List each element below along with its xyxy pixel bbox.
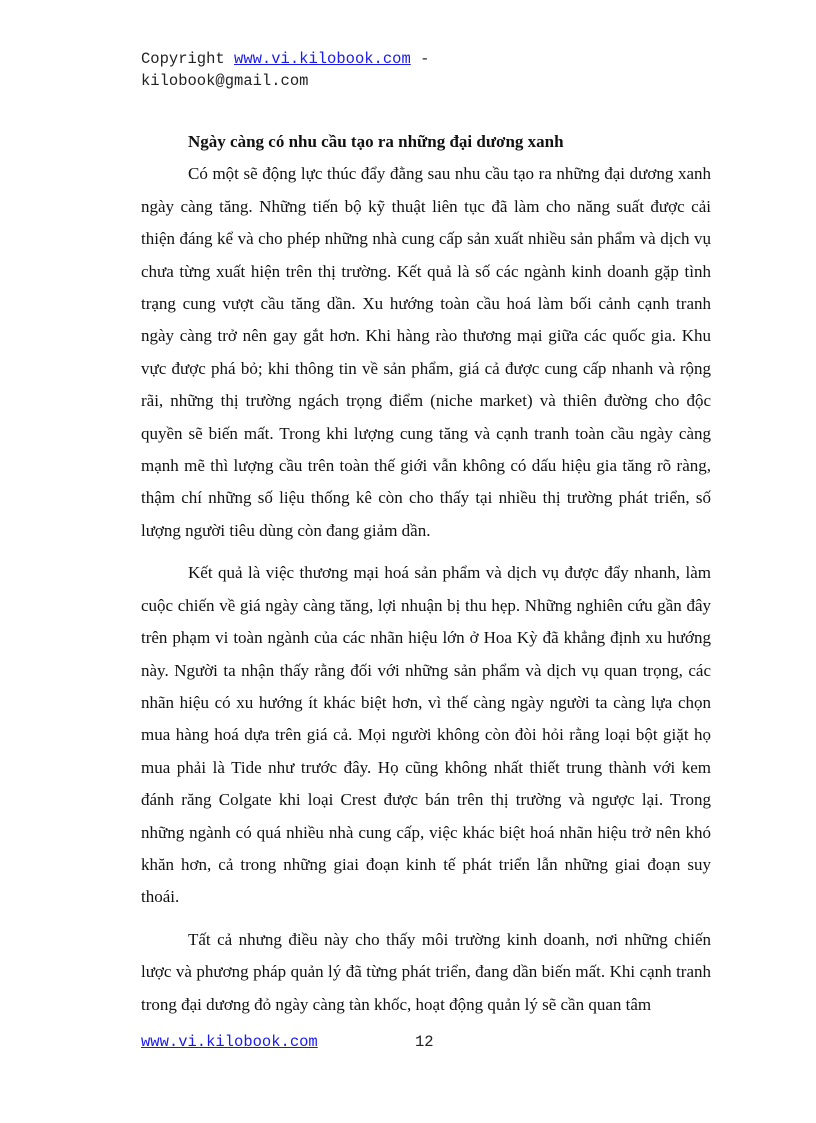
- page-header: [141, 48, 429, 92]
- paragraph-3: Tất cả nhưng điều này cho thấy môi trường kinh doanh, nơi những chiến lược và phương pháp quản lý đã từng phát triển, đang dần biến mất. Khi cạnh tranh trong đại dương đỏ ngày càng tàn khốc, hoạt động quản lý sẽ cần quan tâm: [141, 929, 711, 1014]
- document-body: [141, 126, 711, 1031]
- header-separator: -: [420, 50, 430, 68]
- page-footer: [141, 1031, 434, 1053]
- header-email: kilobook@gmail.com: [141, 72, 309, 90]
- header-site-link[interactable]: www.vi.kilobook.com: [234, 50, 411, 68]
- section-title: Ngày càng có nhu cầu tạo ra những đại dương xanh: [188, 132, 564, 151]
- paragraph-2: Kết quả là việc thương mại hoá sản phẩm và dịch vụ được đẩy nhanh, làm cuộc chiến về giá ngày càng tăng, lợi nhuận bị thu hẹp. Những nghiên cứu gần đây trên phạm vi toàn ngành của các nhãn hiệu lớn ở Hoa Kỳ đã khẳng định xu hướng này. Người ta nhận thấy rằng đối với những sản phẩm và dịch vụ quan trọng, các nhãn hiệu có xu hướng ít khác biệt hơn, vì thế càng ngày người ta càng lựa chọn mua hàng hoá dựa trên giá cả. Mọi người không còn đòi hỏi rằng loại bột giặt họ mua phải là Tide như trước đây. Họ cũng không nhất thiết trung thành với kem đánh răng Colgate khi loại Crest được bán trên thị trường và ngược lại. Trong những ngành có quá nhiều nhà cung cấp, việc khác biệt hoá nhãn hiệu trở nên khó khăn hơn, cả trong những giai đoạn kinh tế phát triển lẫn những giai đoạn suy thoái.: [141, 563, 711, 907]
- page-number: 12: [415, 1033, 434, 1051]
- footer-site-link[interactable]: www.vi.kilobook.com: [141, 1033, 318, 1051]
- paragraph-1: Có một sẽ động lực thúc đẩy đằng sau nhu cầu tạo ra những đại dương xanh ngày càng tăng. Những tiến bộ kỹ thuật liên tục đã làm cho năng suất được cải thiện đáng kể và cho phép những nhà cung cấp sản xuất nhiều sản phẩm và dịch vụ chưa từng xuất hiện trên thị trường. Kết quả là số các ngành kinh doanh gặp tình trạng cung vượt cầu tăng dần. Xu hướng toàn cầu hoá làm bối cảnh cạnh tranh ngày càng trở nên gay gắt hơn. Khi hàng rào thương mại giữa các quốc gia. Khu vực được phá bỏ; khi thông tin về sản phẩm, giá cả được cung cấp nhanh và rộng rãi, những thị trường ngách trọng điểm (niche market) và thiên đường cho độc quyền sẽ biến mất. Trong khi lượng cung tăng và cạnh tranh toàn cầu ngày càng mạnh mẽ thì lượng cầu trên toàn thế giới vẫn không có dấu hiệu gia tăng rõ ràng, thậm chí những số liệu thống kê còn cho thấy tại nhiều thị trường phát triển, số lượng người tiêu dùng còn đang giảm dần.: [141, 164, 711, 540]
- header-line-1: [141, 48, 429, 70]
- copyright-label: Copyright: [141, 50, 225, 68]
